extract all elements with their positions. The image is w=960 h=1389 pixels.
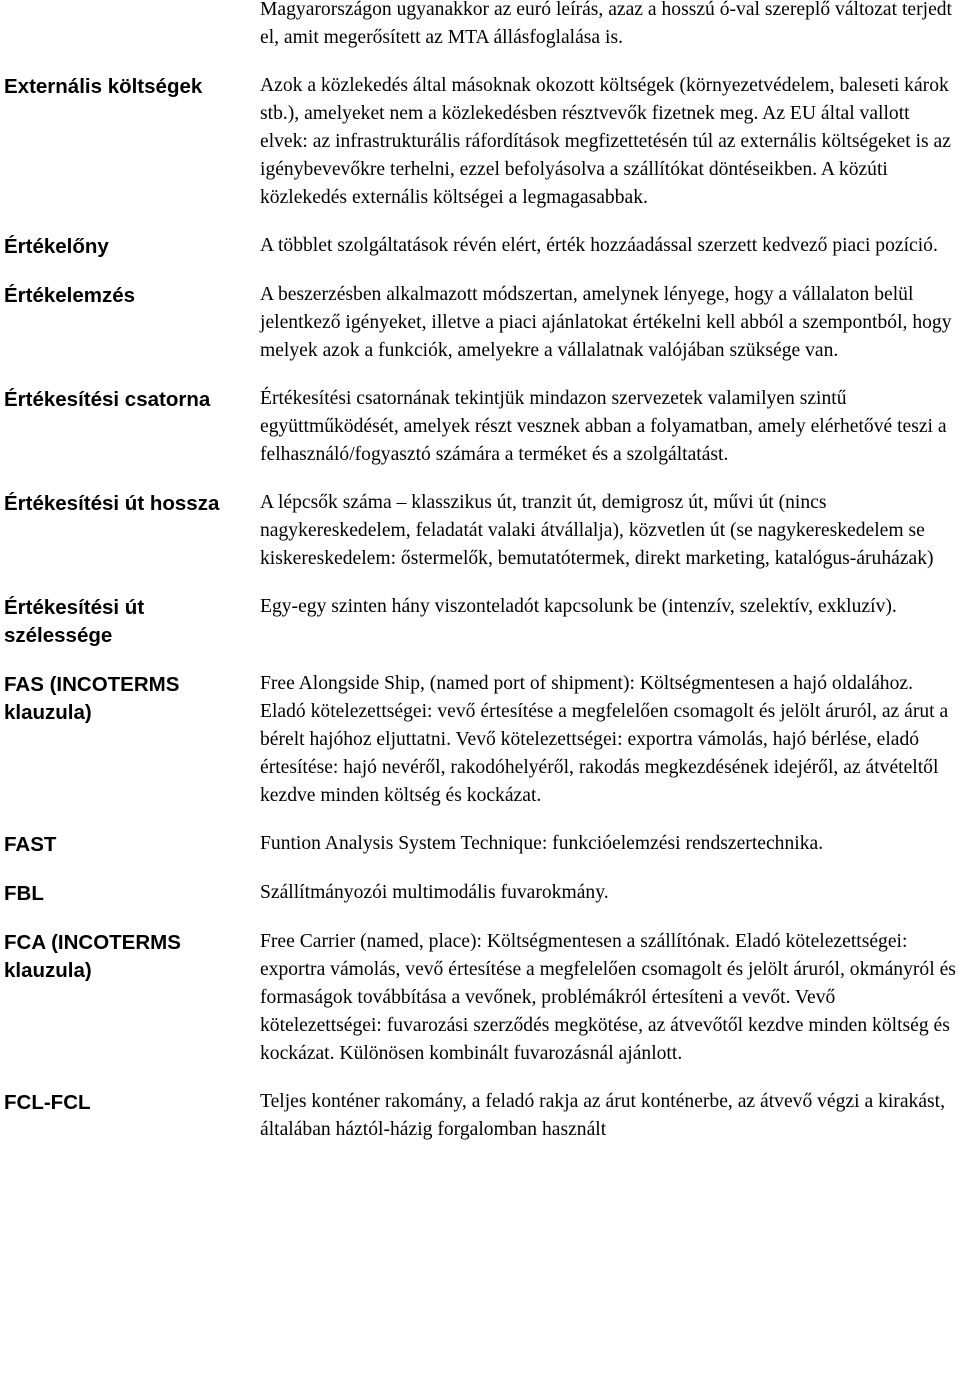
glossary-term: FAST (4, 833, 57, 856)
glossary-entry (0, 385, 960, 469)
glossary-definition (260, 385, 960, 469)
glossary-entry (0, 489, 960, 573)
glossary-entry (0, 879, 960, 908)
definition-text: A lépcsők száma – klasszikus út, tranzit út, demigrosz út, művi út (nincs nagykereskedelem, feladatát valaki átvállalja), közvetlen út (se nagykereskedelem se kiskereskedelem: őstermelők, bemutatótermek, direkt marketing, katalógus-áruházak) (260, 492, 934, 569)
glossary-definition (260, 489, 960, 573)
definition-text: Szállítmányozói multimodális fuvarokmány. (260, 882, 609, 903)
glossary-entry (0, 72, 960, 212)
glossary-term: FCL-FCL (4, 1091, 91, 1114)
glossary-term: FBL (4, 882, 44, 905)
glossary-term: Értékesítési csatorna (4, 388, 211, 411)
definition-text: A beszerzésben alkalmazott módszertan, amelynek lényege, hogy a vállalaton belül jelentkező igényeket, illetve a piaci ajánlatokat értékelni kell abból a szempontból, hogy melyek azok a funkciók, amelyekre a vállalatnak valójában szüksége van. (260, 284, 952, 361)
glossary-entry (0, 593, 960, 650)
definition-text: A többlet szolgáltatások révén elért, érték hozzáadással szerzett kedvező piaci pozíció. (260, 235, 938, 256)
glossary-definition (260, 670, 960, 810)
definition-text: Egy-egy szinten hány viszonteladót kapcsolunk be (intenzív, szelektív, exkluzív). (260, 596, 897, 617)
glossary-definition (260, 72, 960, 212)
glossary-definition (260, 1088, 960, 1144)
glossary-term: FAS (INCOTERMS klauzula) (4, 673, 180, 724)
glossary-definition (260, 879, 960, 907)
glossary-term: Externális költségek (4, 75, 203, 98)
definition-text: Free Alongside Ship, (named port of shipment): Költségmentesen a hajó oldalához. Eladó kötelezettségei: vevő értesítése a megfelelően csomagolt és jelölt áruról, az árut a bérelt hajóhoz eljuttatni. Vevő kötelezettségei: exportra vámolás, hajó bérlése, eladó értesítése: hajó nevéről, rakodóhelyéről, rakodás megkezdésének idejéről, az átvételtől kezdve minden költség és kockázat. (260, 673, 949, 806)
definition-text: Magyarországon ugyanakkor az euró leírás, azaz a hosszú ó-val szereplő változat terjedt el, amit megerősített az MTA állásfoglalása is. (260, 0, 952, 48)
definition-text: Azok a közlekedés által másoknak okozott költségek (környezetvédelem, baleseti károk stb.), amelyeket nem a közlekedésben résztvevők fizetnek meg. Az EU által vallott elvek: az infrastrukturális ráfordítások megfizettetésén túl az externális költségeket is az igénybevevőkre terhelni, ezzel befolyásolva a szállítókat döntéseikben. A közúti közlekedés externális költségei a legmagasabbak. (260, 75, 951, 208)
glossary-term: Értékesítési út szélessége (4, 596, 145, 647)
glossary-definition (260, 830, 960, 858)
glossary-definition (260, 232, 960, 260)
glossary-entry (0, 1088, 960, 1144)
definition-text: Funtion Analysis System Technique: funkcióelemzési rendszertechnika. (260, 833, 824, 854)
definition-text: Értékesítési csatornának tekintjük mindazon szervezetek valamilyen szintű együttműködését, amelyek részt vesznek abban a folyamatban, amely elérhetővé teszi a felhasználó/fogyasztó számára a terméket és a szolgáltatást. (260, 388, 947, 465)
glossary-term: Értékelőny (4, 235, 109, 258)
glossary-term: FCA (INCOTERMS klauzula) (4, 931, 181, 982)
glossary-term: Értékelemzés (4, 284, 136, 307)
glossary-definition (260, 281, 960, 365)
glossary-definition (260, 0, 960, 52)
glossary-entry (0, 232, 960, 261)
glossary-entry (0, 670, 960, 810)
glossary-entry (0, 281, 960, 365)
definition-text: Free Carrier (named, place): Költségmentesen a szállítónak. Eladó kötelezettségei: exportra vámolás, vevő értesítése a megfelelően csomagolt és jelölt áruról, okmányról és formaságok továbbítása a vevőnek, problémákról értesíteni a vevőt. Vevő kötelezettségei: fuvarozási szerződés megkötése, az átvevőtől kezdve minden költség és kockázat. Különösen kombinált fuvarozásnál ajánlott. (260, 931, 956, 1064)
glossary-definition (260, 593, 960, 621)
glossary-definition (260, 928, 960, 1068)
definition-text: Teljes konténer rakomány, a feladó rakja az árut konténerbe, az átvevő végzi a kirakást, általában háztól-házig forgalomban használt (260, 1091, 945, 1140)
glossary-entry (0, 928, 960, 1068)
glossary-entry (0, 0, 960, 52)
glossary-term: Értékesítési út hossza (4, 492, 220, 515)
glossary-entry (0, 830, 960, 859)
